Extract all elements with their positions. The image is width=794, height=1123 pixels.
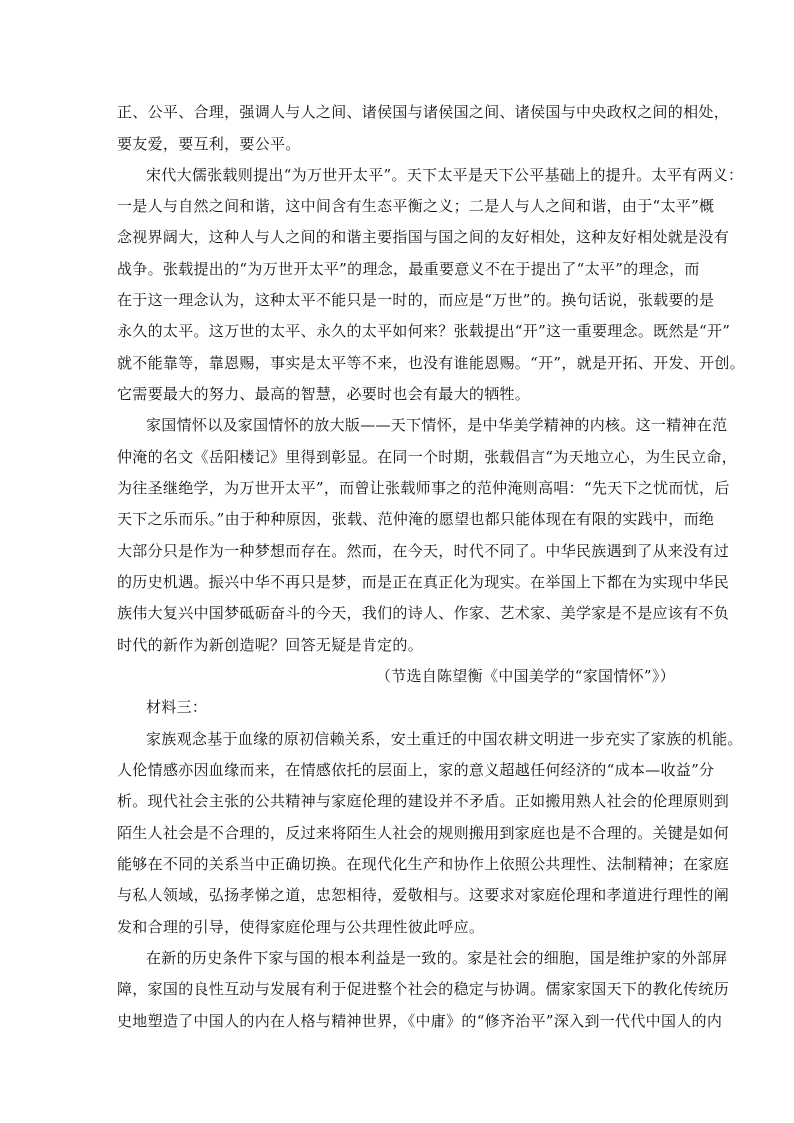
text-line: 族伟大复兴中国梦砥砺奋斗的今天，我们的诗人、作家、艺术家、美学家是不是应该有不负 xyxy=(117,604,730,622)
text-line: 人伦情感亦因血缘而来，在情感依托的层面上，家的意义超越任何经济的“成本—收益”分 xyxy=(117,761,715,779)
paragraph-first-line: 宋代大儒张载则提出“为万世开太平”。天下太平是天下公平基础上的提升。太平有两义： xyxy=(146,166,744,184)
text-line: 念视界阔大，这种人与人之间的和谐主要指国与国之间的友好相处，这种友好相处就是没有 xyxy=(117,228,730,246)
text-line: 发和合理的引导，使得家庭伦理与公共理性彼此呼应。 xyxy=(117,918,485,936)
text-line: 它需要最大的努力、最高的智慧，必要时也会有最大的牺牲。 xyxy=(117,385,531,403)
text-line: 永久的太平。这万世的太平、永久的太平如何来？张载提出“开”这一重要理念。既然是“开” xyxy=(117,322,731,340)
text-line: 与私人领域，弘扬孝悌之道，忠恕相待，爱敬相与。这要求对家庭伦理和孝道进行理性的阐 xyxy=(117,886,730,904)
text-line: 在于这一理念认为，这种太平不能只是一时的，而应是“万世”的。换句话说，张载要的是 xyxy=(117,291,715,309)
text-line: 障，家国的良性互动与发展有利于促进整个社会的稳定与协调。儒家家国天下的教化传统历 xyxy=(117,980,730,998)
text-line: 为往圣继绝学，为万世开太平”，而曾让张载师事之的范仲淹则高唱：“先天下之忧而忧，后 xyxy=(117,479,730,497)
text-line: 仲淹的名文《岳阳楼记》里得到彰显。在同一个时期，张载倡言“为天地立心，为生民立命， xyxy=(117,448,737,466)
text-line: 就不能靠等，靠恩赐，事实是太平等不来，也没有谁能恩赐。“开”，就是开拓、开发、开创。 xyxy=(117,354,745,372)
paragraph-first-line: 在新的历史条件下家与国的根本利益是一致的。家是社会的细胞，国是维护家的外部屏 xyxy=(146,949,728,967)
text-line: 陌生人社会是不合理的，反过来将陌生人社会的规则搬用到家庭也是不合理的。关键是如何 xyxy=(117,824,730,842)
paragraph-first-line: 家国情怀以及家国情怀的放大版——天下情怀，是中华美学精神的内核。这一精神在范 xyxy=(146,416,728,434)
text-line: 天下之乐而乐。”由于种种原因，张载、范仲淹的愿望也都只能体现在有限的实践中，而绝 xyxy=(117,510,715,528)
text-line: 史地塑造了中国人的内在人格与精神世界，《中庸》的“修齐治平”深入到一代代中国人的内 xyxy=(117,1012,723,1030)
section-label: 材料三： xyxy=(146,698,208,716)
text-line: 能够在不同的关系当中正确切换。在现代化生产和协作上依照公共理性、法制精神；在家庭 xyxy=(117,855,730,873)
text-line: 一是人与自然之间和谐，这中间含有生态平衡之义；二是人与人之间和谐，由于“太平”概 xyxy=(117,197,715,215)
paragraph-first-line: 家族观念基于血缘的原初信赖关系，安土重迁的中国农耕文明进一步充实了家族的机能。 xyxy=(146,730,743,748)
text-line: 析。现代社会主张的公共精神与家庭伦理的建设并不矛盾。正如搬用熟人社会的伦理原则到 xyxy=(117,792,730,810)
text-line: 大部分只是作为一种梦想而存在。然而，在今天，时代不同了。中华民族遇到了从来没有过 xyxy=(117,542,730,560)
text-line: 要友爱，要互利，要公平。 xyxy=(117,135,301,153)
text-line: 正、公平、合理，强调人与人之间、诸侯国与诸侯国之间、诸侯国与中央政权之间的相处， xyxy=(117,103,730,121)
text-line: 时代的新作为新创造呢？回答无疑是肯定的。 xyxy=(117,636,424,654)
citation-source: （节选自陈望衡《中国美学的“家国情怀”》） xyxy=(375,667,675,685)
text-line: 战争。张载提出的“为万世开太平”的理念，最重要意义不在于提出了“太平”的理念，而 xyxy=(117,260,700,278)
text-line: 的历史机遇。振兴中华不再只是梦，而是正在真正化为现实。在举国上下都在为实现中华民 xyxy=(117,573,730,591)
